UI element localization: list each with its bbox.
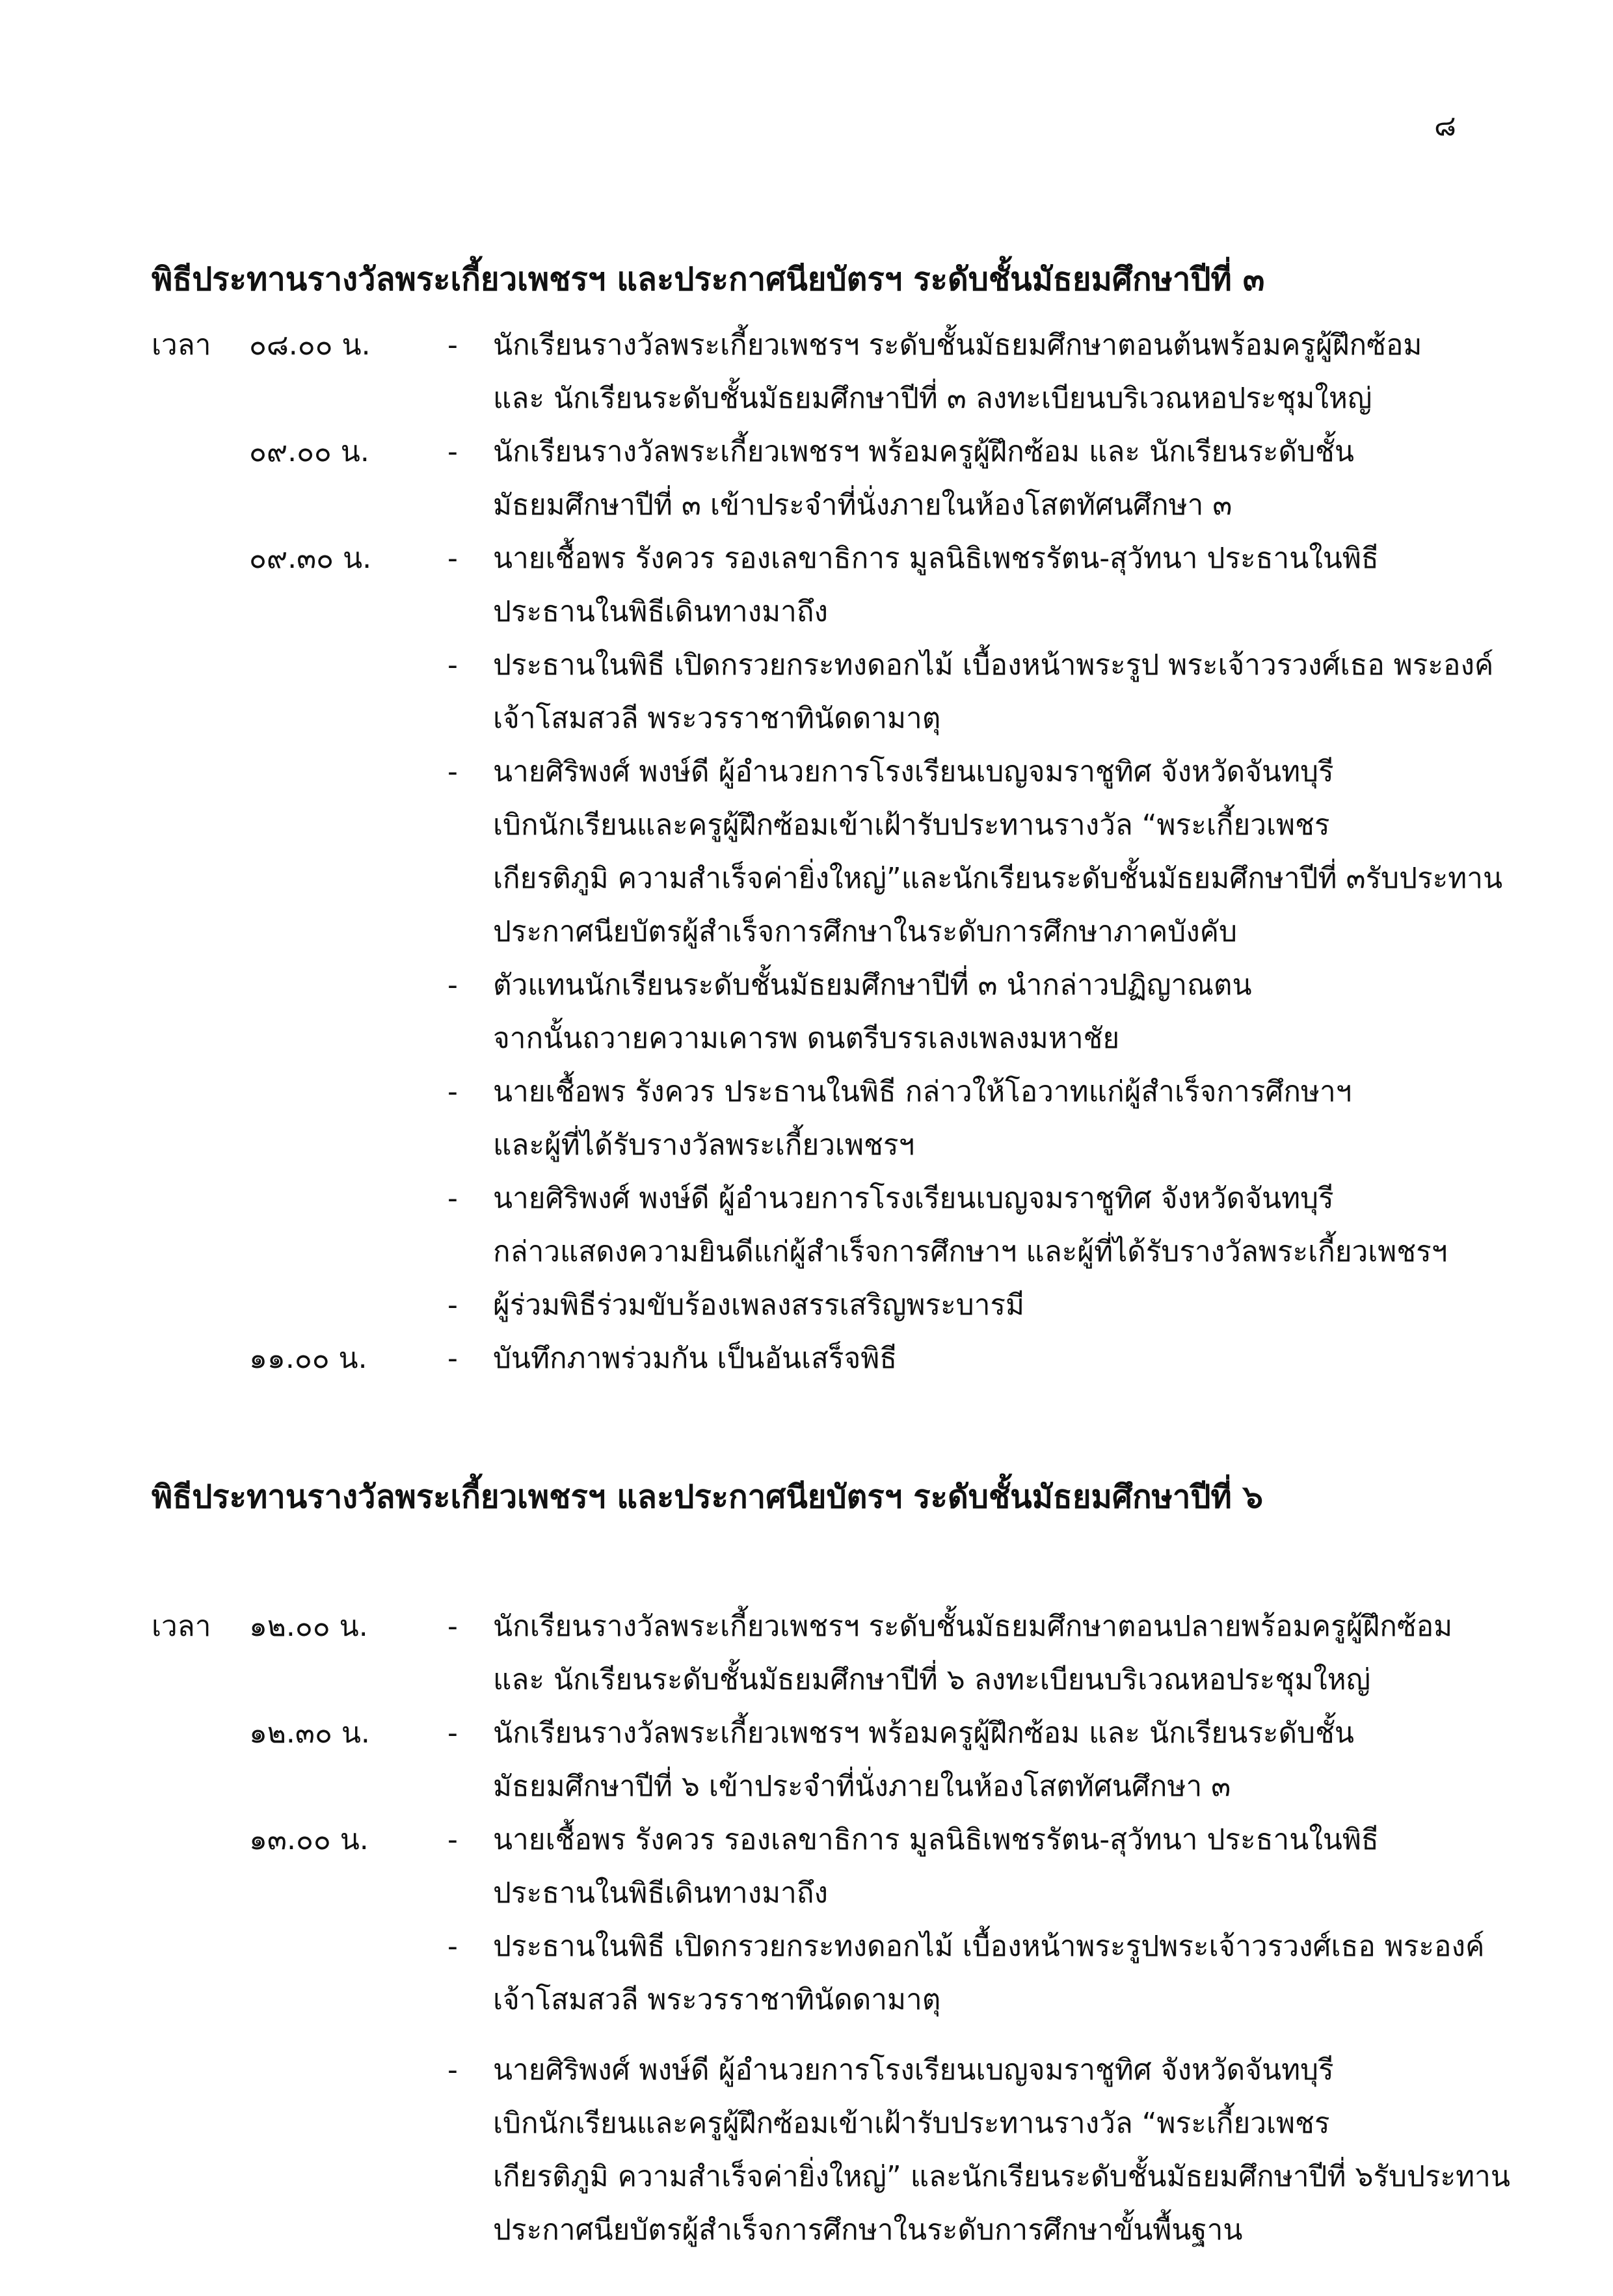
entry-line: และ นักเรียนระดับชั้นมัธยมศึกษาปีที่ ๓ ลงทะเบียนบริเวณหอประชุมใหญ่ — [493, 382, 1372, 415]
entry-text — [493, 1920, 1484, 2027]
entry-line: บันทึกภาพร่วมกัน เป็นอันเสร็จพิธี — [493, 1342, 898, 1375]
time-prefix: เวลา — [152, 1610, 211, 1643]
bullet-dash: - — [447, 1182, 458, 1215]
entry-line: กล่าวแสดงความยินดีแก่ผู้สำเร็จการศึกษาฯ และผู้ที่ได้รับรางวัลพระเกี้ยวเพชรฯ — [493, 1235, 1448, 1268]
entry-line: ตัวแทนนักเรียนระดับชั้นมัธยมศึกษาปีที่ ๓ นำกล่าวปฏิญาณตน — [493, 968, 1252, 1002]
entry-time: ๑๓.๐๐ น. — [249, 1823, 369, 1856]
entry-line: นายศิริพงศ์ พงษ์ดี ผู้อำนวยการโรงเรียนเบญจมราชูทิศ จังหวัดจันทบุรี — [493, 2053, 1334, 2087]
section-grade-3 — [152, 259, 1530, 1424]
entry-text — [493, 1600, 1452, 1707]
entry-line: นักเรียนรางวัลพระเกี้ยวเพชรฯ พร้อมครูผู้ฝึกซ้อม และ นักเรียนระดับชั้น — [493, 1716, 1354, 1750]
entry-line: ผู้ร่วมพิธีร่วมขับร้องเพลงสรรเสริญพระบารมี — [493, 1288, 1025, 1322]
entry-line: เบิกนักเรียนและครูผู้ฝึกซ้อมเข้าเฝ้ารับประทานรางวัล “พระเกี้ยวเพชร — [493, 808, 1330, 842]
entry-text — [493, 2044, 1510, 2257]
entry-text — [493, 532, 1379, 639]
entry-time: ๐๘.๐๐ น. — [249, 328, 371, 362]
entry-line: มัธยมศึกษาปีที่ ๓ เข้าประจำที่นั่งภายในห้องโสตทัศนศึกษา ๓ — [493, 488, 1233, 522]
entry-text — [493, 425, 1354, 532]
entry-text — [493, 745, 1502, 959]
entry-text — [493, 959, 1252, 1065]
bullet-dash: - — [447, 648, 458, 682]
schedule-list — [152, 328, 1530, 1424]
section-title: พิธีประทานรางวัลพระเกี้ยวเพชรฯ และประกาศนียบัตรฯ ระดับชั้นมัธยมศึกษาปีที่ ๖ — [152, 1478, 1263, 1515]
entry-line: เจ้าโสมสวลี พระวรราชาทินัดดามาตุ — [493, 702, 941, 735]
entry-text — [493, 1332, 897, 1385]
bullet-dash: - — [447, 1288, 458, 1322]
bullet-dash: - — [447, 2053, 458, 2087]
entry-line: นักเรียนรางวัลพระเกี้ยวเพชรฯ ระดับชั้นมัธยมศึกษาตอนปลายพร้อมครูผู้ฝึกซ้อม — [493, 1610, 1453, 1643]
entry-line: ประธานในพิธี เปิดกรวยกระทงดอกไม้ เบื้องหน้าพระรูป พระเจ้าวรวงศ์เธอ พระองค์ — [493, 648, 1494, 682]
bullet-dash: - — [447, 542, 458, 575]
entry-text — [493, 1707, 1354, 1813]
time-prefix: เวลา — [152, 328, 211, 362]
entry-line: และ นักเรียนระดับชั้นมัธยมศึกษาปีที่ ๖ ลงทะเบียนบริเวณหอประชุมใหญ่ — [493, 1663, 1371, 1696]
entry-line: นายเชื้อพร รังควร รองเลขาธิการ มูลนิธิเพชรรัตน-สุวัทนา ประธานในพิธี — [493, 1823, 1379, 1856]
entry-line: และผู้ที่ได้รับรางวัลพระเกี้ยวเพชรฯ — [493, 1128, 915, 1162]
entry-time: ๐๙.๓๐ น. — [249, 542, 372, 575]
entry-line: เกียรติภูมิ ความสำเร็จค่ายิ่งใหญ่”และนักเรียนระดับชั้นมัธยมศึกษาปีที่ ๓รับประทาน — [493, 862, 1503, 895]
bullet-dash: - — [447, 1075, 458, 1108]
entry-time: ๑๑.๐๐ น. — [249, 1342, 367, 1375]
entry-line: นายศิริพงศ์ พงษ์ดี ผู้อำนวยการโรงเรียนเบญจมราชูทิศ จังหวัดจันทบุรี — [493, 1182, 1334, 1215]
bullet-dash: - — [447, 1930, 458, 1963]
entry-line: ประธานในพิธี เปิดกรวยกระทงดอกไม้ เบื้องหน้าพระรูปพระเจ้าวรวงศ์เธอ พระองค์ — [493, 1930, 1485, 1963]
entry-text — [493, 1813, 1379, 1920]
entry-line: ประธานในพิธีเดินทางมาถึง — [493, 1876, 828, 1910]
bullet-dash: - — [447, 755, 458, 788]
bullet-dash: - — [447, 1823, 458, 1856]
section-title: พิธีประทานรางวัลพระเกี้ยวเพชรฯ และประกาศนียบัตรฯ ระดับชั้นมัธยมศึกษาปีที่ ๓ — [152, 261, 1265, 298]
entry-text — [493, 1279, 1024, 1332]
entry-text — [493, 1172, 1448, 1279]
schedule-entry — [152, 2053, 1530, 2296]
schedule-entry — [152, 1342, 1530, 1424]
entry-line: ประธานในพิธีเดินทางมาถึง — [493, 595, 828, 628]
entry-line: นายเชื้อพร รังควร รองเลขาธิการ มูลนิธิเพชรรัตน-สุวัทนา ประธานในพิธี — [493, 542, 1379, 575]
bullet-dash: - — [447, 435, 458, 468]
entry-line: มัธยมศึกษาปีที่ ๖ เข้าประจำที่นั่งภายในห้องโสตทัศนศึกษา ๓ — [493, 1770, 1231, 1803]
bullet-dash: - — [447, 1342, 458, 1375]
entry-line: นักเรียนรางวัลพระเกี้ยวเพชรฯ ระดับชั้นมัธยมศึกษาตอนต้นพร้อมครูผู้ฝึกซ้อม — [493, 328, 1422, 362]
entry-text — [493, 639, 1493, 745]
entry-line: นายเชื้อพร รังควร ประธานในพิธี กล่าวให้โอวาทแก่ผู้สำเร็จการศึกษาฯ — [493, 1075, 1352, 1108]
entry-line: ประกาศนียบัตรผู้สำเร็จการศึกษาในระดับการศึกษาภาคบังคับ — [493, 915, 1238, 948]
entry-time: ๐๙.๐๐ น. — [249, 435, 369, 468]
bullet-dash: - — [447, 328, 458, 362]
schedule-list — [152, 1610, 1530, 2296]
entry-text — [493, 1065, 1352, 1172]
bullet-dash: - — [447, 968, 458, 1002]
section-grade-6 — [152, 1476, 1530, 2296]
entry-time: ๑๒.๐๐ น. — [249, 1610, 368, 1643]
entry-text — [493, 319, 1422, 425]
entry-line: เจ้าโสมสวลี พระวรราชาทินัดดามาตุ — [493, 1983, 941, 2016]
entry-line: จากนั้นถวายความเคารพ ดนตรีบรรเลงเพลงมหาชัย — [493, 1022, 1120, 1055]
entry-line: นักเรียนรางวัลพระเกี้ยวเพชรฯ พร้อมครูผู้ฝึกซ้อม และ นักเรียนระดับชั้น — [493, 435, 1354, 468]
page-number: ๘ — [1434, 109, 1456, 142]
bullet-dash: - — [447, 1716, 458, 1750]
entry-line: นายศิริพงศ์ พงษ์ดี ผู้อำนวยการโรงเรียนเบญจมราชูทิศ จังหวัดจันทบุรี — [493, 755, 1334, 788]
bullet-dash: - — [447, 1610, 458, 1643]
entry-time: ๑๒.๓๐ น. — [249, 1716, 370, 1750]
entry-line: ประกาศนียบัตรผู้สำเร็จการศึกษาในระดับการศึกษาขั้นพื้นฐาน — [493, 2213, 1243, 2247]
entry-line: เบิกนักเรียนและครูผู้ฝึกซ้อมเข้าเฝ้ารับประทานรางวัล “พระเกี้ยวเพชร — [493, 2107, 1330, 2140]
entry-line: เกียรติภูมิ ความสำเร็จค่ายิ่งใหญ่” และนักเรียนระดับชั้นมัธยมศึกษาปีที่ ๖รับประทาน — [493, 2160, 1510, 2193]
